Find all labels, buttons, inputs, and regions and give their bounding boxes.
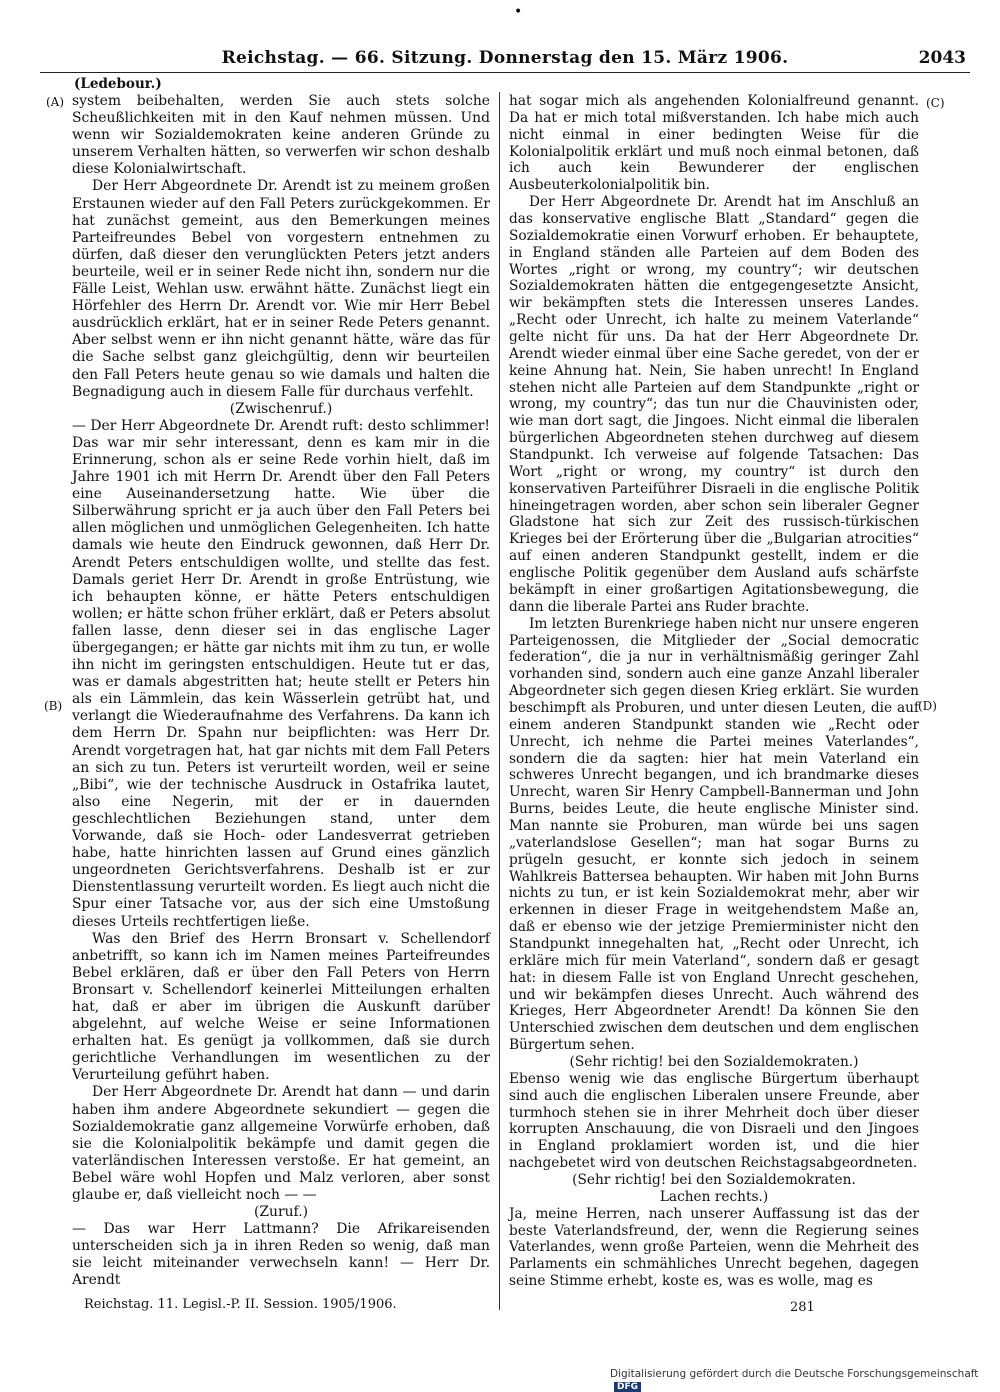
paragraph: Der Herr Abgeordnete Dr. Arendt ist zu meinem großen Erstaunen wieder auf den Fall Peters zurückgekommen. Er hat zunächst gemeint, aus den Bemerkungen meines Parteifreundes Bebel von vorgestern entnehmen zu dürfen, daß dieser den verunglückten Peters jetzt anders beurteile, weil er in seiner Rede nicht ihn, sondern nur die Fälle Leist, Wehlan usw. erwähnt hätte. Zunächst liegt ein Hörfehler des Herrn Dr. Arendt vor. Wie mir Herr Bebel ausdrücklich erklärt, hat er in seiner Rede Peters genannt. Aber selbst wenn er ihn nicht genannt hätte, wäre das für die Sache selbst ganz gleichgültig, denn wir beurteilen den Fall Peters heute genau so wie damals und halten die Begnadigung auch in diesem Falle für durchaus verfehlt. bbox=[72, 178, 490, 400]
page-number: 2043 bbox=[918, 48, 966, 68]
dfg-credit-text: Digitalisierung gefördert durch die Deutsche Forschungsgemeinschaft bbox=[610, 1368, 979, 1380]
speaker-name: (Ledebour.) bbox=[74, 76, 162, 92]
footer-session: Reichstag. 11. Legisl.-P. II. Session. 1905/1906. bbox=[84, 1297, 397, 1312]
paragraph: Der Herr Abgeordnete Dr. Arendt hat dann — und darin haben ihm andere Abgeordnete sekundiert — gegen die Sozialdemokratie ganz allgemeine Vorwürfe erhoben, daß sie die Kolonialpolitik bekämpfe und damit gegen die vaterländischen Interessen verstoße. Er hat gemeint, an Bebel wäre wohl Hopfen und Malz verloren, aber sonst glaube er, daß vielleicht noch — — bbox=[72, 1084, 490, 1203]
page-header bbox=[40, 46, 970, 73]
footer-signature: 281 bbox=[790, 1300, 815, 1315]
paragraph: Was den Brief des Herrn Bronsart v. Schellendorf anbetrifft, so kann ich im Namen meines Parteifreundes Bebel erklären, daß er über den Fall Peters von Herrn Bronsart v. Schellendorf keinerlei Mitteilungen erhalten hat, daß er aber im übrigen die Auskunft darüber abgelehnt, auf welche Weise er seine Informationen erhalten hat. Es genügt ja vollkommen, daß sie durch gerichtliche Verhandlungen im wesentlichen zu der Verurteilung geführt haben. bbox=[72, 930, 490, 1084]
right-column bbox=[509, 93, 919, 1290]
paragraph: system beibehalten, werden Sie auch stets solche Scheußlichkeiten mit in den Kauf nehmen müssen. Und wenn wir Sozialdemokraten keine anderen Gründe zu unserem Verhalten hätten, so verwerfen wir schon deshalb diese Kolonialwirtschaft. bbox=[72, 93, 490, 178]
running-title: Reichstag. — 66. Sitzung. Donnerstag den 15. März 1906. bbox=[221, 48, 789, 68]
interjection: (Zwischenruf.) bbox=[229, 400, 333, 417]
print-dot: • bbox=[514, 4, 523, 20]
left-column bbox=[72, 93, 490, 1290]
margin-marker-c: (C) bbox=[926, 96, 945, 110]
paragraph: hat sogar mich als angehenden Kolonialfreund genannt. Da hat er mich total mißverstanden. Ich habe mich auch nicht einmal in einer bedingten Weise für die Kolonialpolitik erklärt und muß noch einmal betonen, daß ich auch kein Bewunderer der englischen Ausbeuterkolonialpolitik bin. bbox=[509, 93, 919, 194]
paragraph: Ebenso wenig wie das englische Bürgertum überhaupt sind auch die englischen Liberalen unsere Freunde, aber turmhoch stehen sie in ihrer Mehrheit doch über dieser korrupten Anschauung, die von Disraeli und den Jingoes in England proklamiert worden ist, und die hier nachgebetet wird von deutschen Reichstagsabgeordneten. bbox=[509, 1070, 919, 1172]
interjection: (Sehr richtig! bei den Sozialdemokraten. bbox=[572, 1172, 856, 1188]
paragraph: — Der Herr Abgeordnete Dr. Arendt ruft: desto schlimmer! Das war mir sehr interessant, denn es kam mir in die Erinnerung, schon als er seine Rede vorhin hielt, daß im Jahre 1901 ich mit Herrn Dr. Arendt über den Fall Peters eine Auseinandersetzung hatte. Wie über die Silberwährung spricht er ja auch über den Fall Peters bei allen möglichen und unmöglichen Gelegenheiten. Ich hatte damals wie heute den Eindruck gewonnen, daß Herr Dr. Arendt Peters entschuldigen wollte, und stellte das fest. Damals geriet Herr Dr. Arendt in große Entrüstung, wie ich behaupten könne, er hätte Peters entschuldigen wollen; er hätte schon früher erklärt, daß er Peters absolut fallen lasse, denn dieser sei in das englische Lager übergegangen; er hätte gar nichts mit ihm zu tun, er wolle ihn nicht im geringsten entschuldigen. Heute tut er das, was er damals abgestritten hat; heute stellt er Peters hin als ein Lämmlein, das kein Wässerlein getrübt hat, und verlangt die Wiederaufnahme des Verfahrens. Da kann ich dem Herrn Dr. Spahn nur beipflichten: was Herr Dr. Arendt vorgetragen hat, hat gar nichts mit dem Fall Peters an sich zu tun. Peters ist verurteilt worden, weil er seine „Bibi“, wie der technische Ausdruck in Ostafrika lautet, also eine Negerin, mit der er in dauernden geschlechtlichen Beziehungen stand, unter dem Vorwande, daß sie Hoch- oder Landesverrat getrieben habe, hatte hinrichten lassen auf Grund eines gänzlich ungeordneten Gerichtsverfahrens. Deshalb ist er zur Dienstentlassung verurteilt worden. Es liegt auch nicht die Spur einer Tatsache vor, aus der sich eine Umstoßung dieses Urteils rechtfertigen ließe. bbox=[72, 417, 490, 930]
margin-marker-b: (B) bbox=[44, 699, 63, 713]
margin-marker-d: (D) bbox=[918, 699, 937, 713]
interjection: Lachen rechts.) bbox=[659, 1188, 769, 1205]
dfg-logo: DFG bbox=[614, 1382, 641, 1392]
paragraph: — Das war Herr Lattmann? Die Afrikareisenden unterscheiden sich ja in ihren Reden so wenig, daß man sie leicht miteinander verwechseln kann! — Herr Dr. Arendt bbox=[72, 1221, 490, 1289]
margin-marker-a: (A) bbox=[46, 95, 65, 109]
interjection: (Sehr richtig! bei den Sozialdemokraten.) bbox=[569, 1053, 859, 1070]
interjection: (Zuruf.) bbox=[253, 1204, 309, 1221]
paragraph: Im letzten Burenkriege haben nicht nur unsere engeren Parteigenossen, die Mitglieder der „Social democratic federation“, die ja nur in verhältnismäßig geringer Zahl vorhanden sind, sondern auch eine ganze Anzahl liberaler Abgeordneter sich gegen diesen Krieg erklärt. Sie wurden beschimpft als Proburen, und unter diesen Leuten, die auf einem anderen Standpunkt standen wie „Recht oder Unrecht, ich nehme die Partei meines Vaterlandes“, sondern die da sagten: hier hat mein Vaterland ein schweres Unrecht begangen, und ich brandmarke dieses Unrecht, waren Sir Henry Campbell-Bannerman und John Burns, beides Leute, die heute englische Minister sind. Man nannte sie Proburen, man würde bei uns sagen „vaterlandslose Gesellen“; man hat sogar Burns zu prügeln gesucht, er konnte sich jedoch in seinem Wahlkreis Battersea behaupten. Wir haben mit John Burns nichts zu tun, er ist kein Sozialdemokrat mehr, aber wir erkennen in dieser Frage in weitgehendstem Maße an, daß er ebenso wie der jetzige Premierminister nicht den Standpunkt innegehalten hat, „Recht oder Unrecht, ich erkläre mich für mein Vaterland“, sondern daß er gesagt hat: in diesem Falle ist von England Unrecht geschehen, und wir bekämpfen dieses Unrecht. Auch während des Krieges, Herr Abgeordneter Arendt! Da können Sie den Unterschied zwischen dem deutschen und dem englischen Bürgertum sehen. bbox=[509, 615, 919, 1054]
dfg-credit bbox=[610, 1368, 1000, 1392]
column-divider bbox=[499, 92, 500, 1310]
paragraph: Ja, meine Herren, nach unserer Auffassung ist das der beste Vaterlandsfreund, der, wenn die Regierung seines Vaterlandes, wenn große Parteien, wenn die Mehrheit des Parlaments ein schmähliches Unrecht begehen, dagegen seine Stimme erhebt, koste es, was es wolle, mag es bbox=[509, 1205, 919, 1290]
paragraph: Der Herr Abgeordnete Dr. Arendt hat im Anschluß an das konservative englische Blatt „Standard“ gegen die Sozialdemokratie einen Vorwurf erhoben. Er behauptete, in England ständen alle Parteien auf dem Boden des Wortes „right or wrong, my country“; wir deutschen Sozialdemokraten hätten die entgegengesetzte Ansicht, wir bekämpften stets die Interessen unseres Landes. „Recht oder Unrecht, ich halte zu meinem Vaterlande“ gelte nicht für uns. Da hat der Herr Abgeordnete Dr. Arendt wieder einmal über eine Sache geredet, von der er keine Ahnung hat. Nein, Sie haben unrecht! In England stehen nicht alle Parteien auf dem Standpunkte „right or wrong, my country“; das tun nur die Chauvinisten oder, wie man dort sagt, die Jingoes. Nicht einmal die liberalen bürgerlichen Abgeordneten stehen durchweg auf diesem Standpunkt. Ich verweise auf folgende Tatsachen: Das Wort „right or wrong, my country“ ist durch den konservativen Parteiführer Disraeli in die englische Politik hineingetragen worden, aber schon sein liberaler Gegner Gladstone hat sich zur Zeit des russisch-türkischen Krieges bei der Erörterung über die „Bulgarian atrocities“ auf einen anderen Standpunkt gestellt, indem er die englische Politik gegenüber dem Ausland aufs schärfste bekämpft in einer großartigen Agitationsbewegung, die dann die liberale Partei ans Ruder brachte. bbox=[509, 194, 919, 615]
